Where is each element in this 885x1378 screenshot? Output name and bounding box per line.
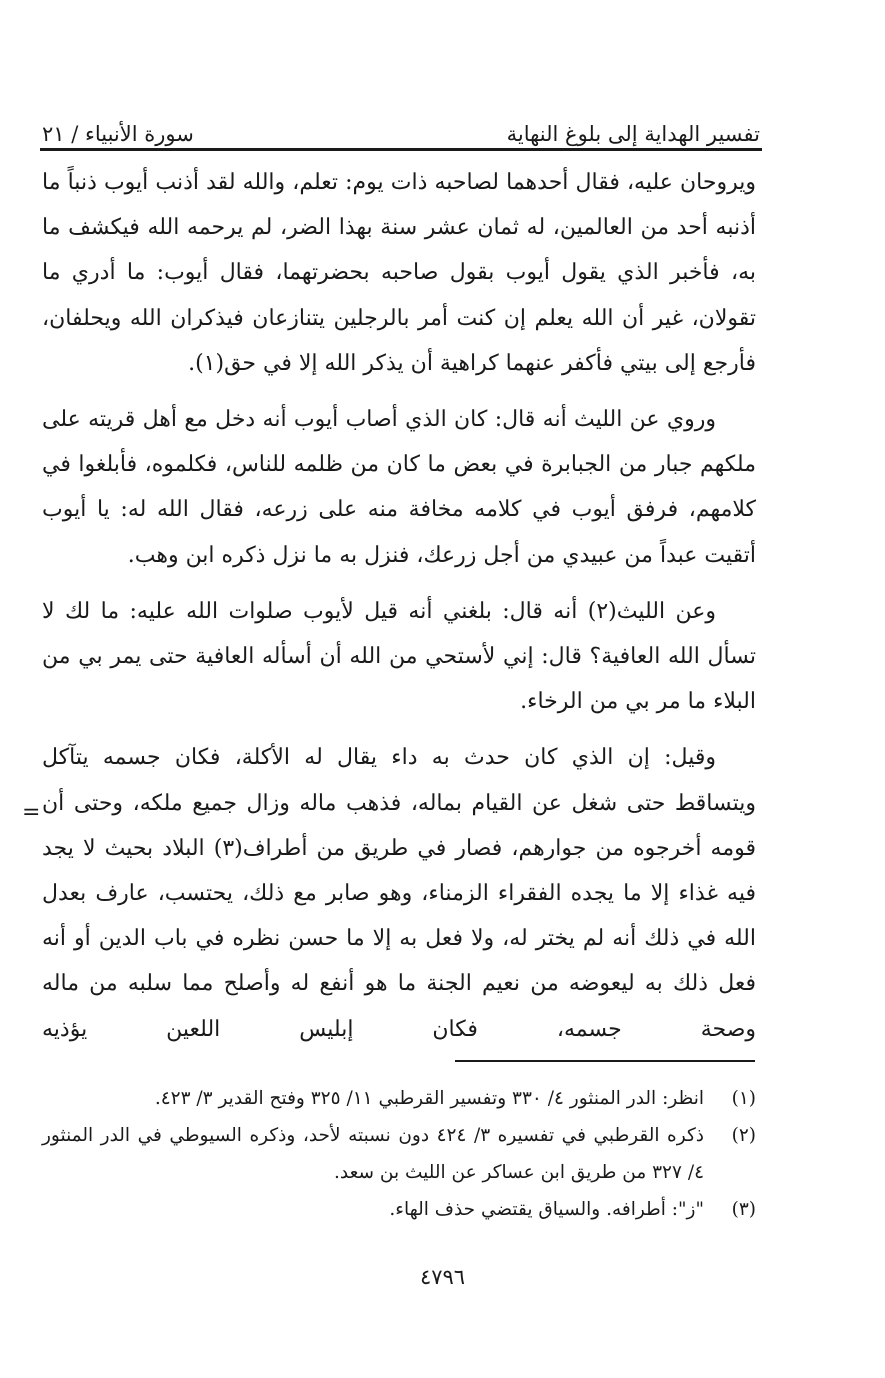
footnote-rule bbox=[455, 1060, 755, 1062]
footnote-number: (١) bbox=[731, 1088, 756, 1109]
footnotes bbox=[42, 1080, 756, 1228]
footnote-text: ذكره القرطبي في تفسيره ٣/ ٤٢٤ دون نسبته لأحد، وذكره السيوطي في الدر المنثور ٤/ ٣٢٧ من طريق ابن عساكر عن الليث بن سعد. bbox=[42, 1125, 704, 1183]
footnote-text: انظر: الدر المنثور ٤/ ٣٣٠ وتفسير القرطبي ١١/ ٣٢٥ وفتح القدير ٣/ ٤٢٣. bbox=[154, 1088, 704, 1109]
footnote-number: (٣) bbox=[731, 1199, 756, 1220]
footnote bbox=[42, 1191, 756, 1228]
footnote-number: (٢) bbox=[731, 1125, 756, 1146]
book-title: تفسير الهداية إلى بلوغ النهاية bbox=[506, 122, 760, 146]
footnote bbox=[42, 1117, 756, 1191]
footnote-text: "ز": أطرافه. والسياق يقتضي حذف الهاء. bbox=[389, 1199, 704, 1220]
paragraph: ويروحان عليه، فقال أحدهما لصاحبه ذات يوم: تعلم، والله لقد أذنب أيوب ذنباً ما أذنبه أحد من العالمين، له ثمان عشر سنة بهذا الضر، لم يرحمه الله فيكشف ما به، فأخبر الذي يقول أيوب بقول صاحبه بحضرتهما، فقال أيوب: ما أدري ما تقولان، غير أن الله يعلم إن كنت أمر بالرجلين يتنازعان فيذكران الله ويحلفان، فأرجع إلى بيتي فأكفر عنهما كراهية أن يذكر الله إلا في حق(١). bbox=[42, 170, 756, 376]
paragraph: وقيل: إن الذي كان حدث به داء يقال له الأكلة، فكان جسمه يتآكل ويتساقط حتى شغل عن القيام بماله، فذهب ماله وزال جميع ملكه، وحتى أن قومه أخرجوه من جوارهم، فصار في طريق من أطراف(٣) البلاد بحيث لا يجد فيه غذاء إلا ما يجده الفقراء الزمناء، وهو صابر مع ذلك، يحتسب، عارف بعدل الله في ذلك أنه لم يختر له، ولا فعل به إلا ما حسن نظره في باب الدين أو أنه فعل ذلك به ليعوضه من نعيم الجنة ما هو أنفع له وأصلح مما سلبه من ماله وصحة جسمه، فكان إبليس اللعين يؤذيه bbox=[42, 745, 757, 1042]
surah-reference: سورة الأنبياء / ٢١ bbox=[42, 122, 194, 146]
paragraph: وروي عن الليث أنه قال: كان الذي أصاب أيوب أنه دخل مع أهل قريته على ملكهم جبار من الجبابرة في بعض ما كان من ظلمه للناس، فكلموه، فأبلغوا في كلامهم، فرفق أيوب في كلامه مخافة منه على زرعه، فقال الله له: يا أيوب أتقيت عبداً من عبيدي من أجل زرعك، فنزل به ما نزل ذكره ابن وهب. bbox=[42, 407, 756, 568]
running-head bbox=[42, 100, 760, 146]
paragraph: وعن الليث(٢) أنه قال: بلغني أنه قيل لأيوب صلوات الله عليه: ما لك لا تسأل الله العافية؟ قال: إني لأستحي من الله أن أسأله العافية حتى يمر بي من البلاء ما مر بي من الرخاء. bbox=[42, 598, 756, 715]
main-text bbox=[42, 160, 756, 1063]
header-rule bbox=[40, 148, 762, 151]
page-number: ٤٧٩٦ bbox=[419, 1265, 466, 1289]
continuation-mark: = bbox=[22, 800, 41, 825]
footnote bbox=[42, 1080, 756, 1117]
